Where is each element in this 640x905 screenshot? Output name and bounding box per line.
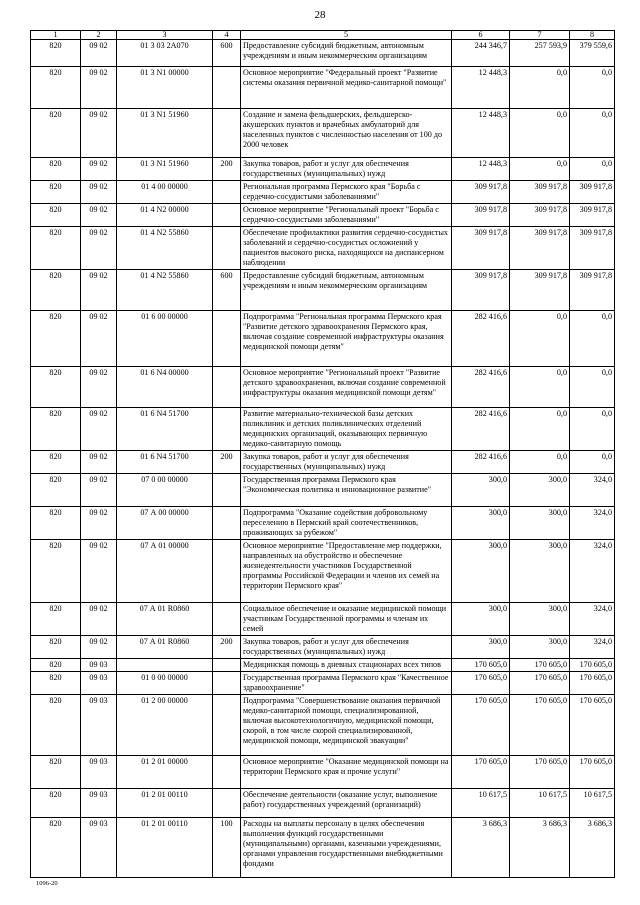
description-cell: Социальное обеспечение и оказание медицинской помощи участникам Государственной программы и членам их семей [241, 603, 452, 636]
table-row [31, 756, 615, 789]
amount-2022-cell: 309 917,8 [510, 270, 570, 311]
expense-type-cell: 200 [213, 158, 241, 181]
amount-2022-cell: 10 617,5 [510, 789, 570, 818]
amount-2022-cell: 300,0 [510, 636, 570, 659]
table-row [31, 40, 615, 67]
amount-2021-cell: 170 605,0 [452, 659, 510, 672]
expense-type-cell [213, 603, 241, 636]
description-cell: Развитие материально-технической базы детских поликлиник и детских поликлинических отделений медицинских организаций, оказывающих первичную медико-санитарную помощь [241, 408, 452, 451]
table-row [31, 158, 615, 181]
description-cell: Создание и замена фельдшерских, фельдшерско-акушерских пунктов и врачебных амбулаторий для населенных пунктов с численностью населения от 100 до 2000 человек [241, 109, 452, 158]
target-article-cell: 01 6 N4 00000 [117, 367, 213, 408]
column-header: 2 [81, 31, 117, 40]
amount-2021-cell: 282 416,6 [452, 451, 510, 474]
admin-code-cell: 820 [31, 540, 81, 603]
amount-2023-cell: 0,0 [570, 408, 615, 451]
section-code-cell: 09 03 [81, 659, 117, 672]
expense-type-cell [213, 695, 241, 756]
description-cell: Расходы на выплаты персоналу в целях обеспечения выполнения функций государственными (муниципальными) органами, казенными учреждениями, органами управления государственными внебюджетными фондами [241, 818, 452, 878]
section-code-cell: 09 02 [81, 158, 117, 181]
description-cell: Предоставление субсидий бюджетным, автономным учреждениям и иным некоммерческим организациям [241, 40, 452, 67]
target-article-cell: 01 4 N2 55860 [117, 227, 213, 270]
amount-2023-cell: 0,0 [570, 67, 615, 109]
description-cell: Обеспечение деятельности (оказание услуг, выполнение работ) государственных учреждений (организаций) [241, 789, 452, 818]
column-header: 1 [31, 31, 81, 40]
amount-2022-cell: 0,0 [510, 67, 570, 109]
section-code-cell: 09 02 [81, 451, 117, 474]
amount-2023-cell: 0,0 [570, 451, 615, 474]
section-code-cell: 09 03 [81, 695, 117, 756]
expense-type-cell [213, 507, 241, 540]
amount-2023-cell: 324,0 [570, 603, 615, 636]
amount-2023-cell: 170 605,0 [570, 756, 615, 789]
amount-2021-cell: 12 448,3 [452, 158, 510, 181]
section-code-cell: 09 02 [81, 204, 117, 227]
expense-type-cell [213, 474, 241, 507]
table-row [31, 474, 615, 507]
expense-type-cell [213, 109, 241, 158]
amount-2022-cell: 309 917,8 [510, 227, 570, 270]
expense-type-cell [213, 672, 241, 695]
amount-2022-cell: 0,0 [510, 109, 570, 158]
target-article-cell: 01 3 N1 51960 [117, 158, 213, 181]
admin-code-cell: 820 [31, 204, 81, 227]
admin-code-cell: 820 [31, 756, 81, 789]
table-row [31, 311, 615, 367]
description-cell: Основное мероприятие "Федеральный проект "Развитие системы оказания первичной медико-санитарной помощи" [241, 67, 452, 109]
expense-type-cell [213, 227, 241, 270]
amount-2023-cell: 170 605,0 [570, 672, 615, 695]
expense-type-cell [213, 789, 241, 818]
section-code-cell: 09 03 [81, 789, 117, 818]
expense-type-cell: 200 [213, 451, 241, 474]
target-article-cell: 01 2 00 00000 [117, 695, 213, 756]
admin-code-cell: 820 [31, 270, 81, 311]
expense-type-cell: 600 [213, 270, 241, 311]
amount-2021-cell: 300,0 [452, 474, 510, 507]
target-article-cell: 01 4 N2 55860 [117, 270, 213, 311]
amount-2022-cell: 0,0 [510, 367, 570, 408]
description-cell: Подпрограмма "Оказание содействия добровольному переселению в Пермский край соотечественников, проживающих за рубежом" [241, 507, 452, 540]
description-cell: Закупка товаров, работ и услуг для обеспечения государственных (муниципальных) нужд [241, 636, 452, 659]
amount-2022-cell: 300,0 [510, 507, 570, 540]
description-cell: Предоставление субсидий бюджетным, автономным учреждениям и иным некоммерческим организациям [241, 270, 452, 311]
amount-2023-cell: 0,0 [570, 367, 615, 408]
description-cell: Закупка товаров, работ и услуг для обеспечения государственных (муниципальных) нужд [241, 158, 452, 181]
amount-2021-cell: 12 448,3 [452, 67, 510, 109]
amount-2023-cell: 0,0 [570, 158, 615, 181]
amount-2021-cell: 309 917,8 [452, 181, 510, 204]
amount-2022-cell: 170 605,0 [510, 659, 570, 672]
admin-code-cell: 820 [31, 451, 81, 474]
target-article-cell: 07 А 01 R0860 [117, 636, 213, 659]
description-cell: Государственная программа Пермского края "Экономическая политика и инновационное развитие" [241, 474, 452, 507]
admin-code-cell: 820 [31, 789, 81, 818]
admin-code-cell: 820 [31, 181, 81, 204]
amount-2023-cell: 324,0 [570, 507, 615, 540]
amount-2022-cell: 309 917,8 [510, 204, 570, 227]
amount-2021-cell: 170 605,0 [452, 695, 510, 756]
amount-2021-cell: 12 448,3 [452, 109, 510, 158]
amount-2022-cell: 300,0 [510, 603, 570, 636]
amount-2023-cell: 309 917,8 [570, 204, 615, 227]
table-row [31, 789, 615, 818]
section-code-cell: 09 02 [81, 636, 117, 659]
admin-code-cell: 820 [31, 659, 81, 672]
amount-2021-cell: 170 605,0 [452, 672, 510, 695]
description-cell: Подпрограмма "Совершенствование оказания первичной медико-санитарной помощи, специализированной, включая высокотехнологичную, медицинской помощи, скорой, в том числе скорой специализированной, медицинской помощи, медицинской эвакуации" [241, 695, 452, 756]
description-cell: Закупка товаров, работ и услуг для обеспечения государственных (муниципальных) нужд [241, 451, 452, 474]
table-row [31, 227, 615, 270]
amount-2021-cell: 309 917,8 [452, 227, 510, 270]
section-code-cell: 09 03 [81, 818, 117, 878]
section-code-cell: 09 02 [81, 67, 117, 109]
table-row [31, 109, 615, 158]
amount-2022-cell: 0,0 [510, 311, 570, 367]
amount-2023-cell: 309 917,8 [570, 181, 615, 204]
section-code-cell: 09 02 [81, 540, 117, 603]
column-header: 3 [117, 31, 213, 40]
admin-code-cell: 820 [31, 311, 81, 367]
amount-2023-cell: 0,0 [570, 109, 615, 158]
amount-2023-cell: 3 686,3 [570, 818, 615, 878]
description-cell: Подпрограмма "Региональная программа Пермского края "Развитие детского здравоохранения Пермского края, включая создание современной инфраструктуры оказания медицинской помощи детям" [241, 311, 452, 367]
admin-code-cell: 820 [31, 672, 81, 695]
description-cell: Основное мероприятие "Предоставление мер поддержки, направленных на обустройство и обеспечение жизнедеятельности участников Государственной программы Российской Федерации и членов их семей на территории Пермского края" [241, 540, 452, 603]
description-cell: Региональная программа Пермского края "Борьба с сердечно-сосудистыми заболеваниями" [241, 181, 452, 204]
amount-2022-cell: 0,0 [510, 408, 570, 451]
expense-type-cell: 600 [213, 40, 241, 67]
admin-code-cell: 820 [31, 474, 81, 507]
target-article-cell: 07 А 01 00000 [117, 540, 213, 603]
amount-2023-cell: 309 917,8 [570, 227, 615, 270]
amount-2022-cell: 257 593,9 [510, 40, 570, 67]
target-article-cell: 01 6 N4 51700 [117, 408, 213, 451]
admin-code-cell: 820 [31, 695, 81, 756]
section-code-cell: 09 02 [81, 270, 117, 311]
admin-code-cell: 820 [31, 67, 81, 109]
expense-type-cell [213, 408, 241, 451]
amount-2021-cell: 244 346,7 [452, 40, 510, 67]
section-code-cell: 09 02 [81, 109, 117, 158]
amount-2021-cell: 282 416,6 [452, 408, 510, 451]
section-code-cell: 09 02 [81, 507, 117, 540]
description-cell: Основное мероприятие "Оказание медицинской помощи на территории Пермского края и прочие услуги" [241, 756, 452, 789]
table-row [31, 367, 615, 408]
expense-type-cell [213, 67, 241, 109]
target-article-cell: 01 6 00 00000 [117, 311, 213, 367]
amount-2023-cell: 324,0 [570, 636, 615, 659]
target-article-cell [117, 659, 213, 672]
admin-code-cell: 820 [31, 818, 81, 878]
amount-2022-cell: 170 605,0 [510, 756, 570, 789]
target-article-cell: 01 2 01 00110 [117, 789, 213, 818]
expense-type-cell [213, 181, 241, 204]
target-article-cell: 01 4 00 00000 [117, 181, 213, 204]
table-row [31, 636, 615, 659]
section-code-cell: 09 03 [81, 756, 117, 789]
admin-code-cell: 820 [31, 109, 81, 158]
expense-type-cell [213, 367, 241, 408]
amount-2021-cell: 282 416,6 [452, 367, 510, 408]
budget-table [30, 30, 615, 878]
section-code-cell: 09 02 [81, 603, 117, 636]
description-cell: Основное мероприятие "Региональный проект "Развитие детского здравоохранения, включая создание современной инфраструктуры оказания медицинской помощи детям" [241, 367, 452, 408]
table-row [31, 451, 615, 474]
admin-code-cell: 820 [31, 367, 81, 408]
target-article-cell: 01 6 N4 51700 [117, 451, 213, 474]
amount-2021-cell: 170 605,0 [452, 756, 510, 789]
description-cell: Медицинская помощь в дневных стационарах всех типов [241, 659, 452, 672]
table-row [31, 408, 615, 451]
amount-2022-cell: 309 917,8 [510, 181, 570, 204]
target-article-cell: 01 3 N1 00000 [117, 67, 213, 109]
column-header: 6 [452, 31, 510, 40]
amount-2021-cell: 300,0 [452, 603, 510, 636]
table-row [31, 540, 615, 603]
amount-2022-cell: 300,0 [510, 540, 570, 603]
description-cell: Основное мероприятие "Региональный проект "Борьба с сердечно-сосудистыми заболеваниями" [241, 204, 452, 227]
amount-2022-cell: 0,0 [510, 158, 570, 181]
column-header: 4 [213, 31, 241, 40]
target-article-cell: 07 А 00 00000 [117, 507, 213, 540]
section-code-cell: 09 02 [81, 474, 117, 507]
expense-type-cell [213, 659, 241, 672]
amount-2022-cell: 170 605,0 [510, 695, 570, 756]
expense-type-cell [213, 540, 241, 603]
column-header: 5 [241, 31, 452, 40]
table-row [31, 67, 615, 109]
admin-code-cell: 820 [31, 227, 81, 270]
column-header: 8 [570, 31, 615, 40]
table-row [31, 204, 615, 227]
target-article-cell: 01 2 01 00110 [117, 818, 213, 878]
table-row [31, 507, 615, 540]
target-article-cell: 07 0 00 00000 [117, 474, 213, 507]
table-row [31, 603, 615, 636]
page-number: 28 [314, 9, 326, 21]
amount-2023-cell: 324,0 [570, 540, 615, 603]
amount-2021-cell: 300,0 [452, 540, 510, 603]
amount-2023-cell: 324,0 [570, 474, 615, 507]
amount-2021-cell: 309 917,8 [452, 204, 510, 227]
table-row [31, 695, 615, 756]
admin-code-cell: 820 [31, 408, 81, 451]
description-cell: Государственная программа Пермского края "Качественное здравоохранение" [241, 672, 452, 695]
target-article-cell: 01 0 00 00000 [117, 672, 213, 695]
amount-2023-cell: 170 605,0 [570, 659, 615, 672]
expense-type-cell [213, 756, 241, 789]
section-code-cell: 09 02 [81, 408, 117, 451]
amount-2022-cell: 170 605,0 [510, 672, 570, 695]
table-header-row [31, 31, 615, 40]
amount-2021-cell: 3 686,3 [452, 818, 510, 878]
expense-type-cell: 100 [213, 818, 241, 878]
amount-2023-cell: 10 617,5 [570, 789, 615, 818]
section-code-cell: 09 02 [81, 311, 117, 367]
amount-2021-cell: 282 416,6 [452, 311, 510, 367]
target-article-cell: 01 3 N1 51960 [117, 109, 213, 158]
table-row [31, 181, 615, 204]
amount-2021-cell: 300,0 [452, 636, 510, 659]
description-cell: Обеспечение профилактики развития сердечно-сосудистых заболеваний и сердечно-сосудистых осложнений у пациентов высокого риска, находящихся на диспансерном наблюдении [241, 227, 452, 270]
table-row [31, 659, 615, 672]
amount-2021-cell: 300,0 [452, 507, 510, 540]
footer-code: 1096-20 [36, 880, 58, 887]
target-article-cell: 07 А 01 R0860 [117, 603, 213, 636]
section-code-cell: 09 03 [81, 672, 117, 695]
target-article-cell: 01 4 N2 00000 [117, 204, 213, 227]
expense-type-cell [213, 204, 241, 227]
section-code-cell: 09 02 [81, 227, 117, 270]
table-row [31, 672, 615, 695]
expense-type-cell: 200 [213, 636, 241, 659]
amount-2023-cell: 0,0 [570, 311, 615, 367]
admin-code-cell: 820 [31, 636, 81, 659]
admin-code-cell: 820 [31, 40, 81, 67]
admin-code-cell: 820 [31, 158, 81, 181]
section-code-cell: 09 02 [81, 181, 117, 204]
amount-2021-cell: 10 617,5 [452, 789, 510, 818]
amount-2022-cell: 0,0 [510, 451, 570, 474]
table-row [31, 270, 615, 311]
admin-code-cell: 820 [31, 507, 81, 540]
amount-2023-cell: 379 559,6 [570, 40, 615, 67]
amount-2023-cell: 309 917,8 [570, 270, 615, 311]
section-code-cell: 09 02 [81, 40, 117, 67]
amount-2021-cell: 309 917,8 [452, 270, 510, 311]
amount-2022-cell: 3 686,3 [510, 818, 570, 878]
section-code-cell: 09 02 [81, 367, 117, 408]
amount-2022-cell: 300,0 [510, 474, 570, 507]
expense-type-cell [213, 311, 241, 367]
target-article-cell: 01 2 01 00000 [117, 756, 213, 789]
target-article-cell: 01 3 03 2А070 [117, 40, 213, 67]
admin-code-cell: 820 [31, 603, 81, 636]
amount-2023-cell: 170 605,0 [570, 695, 615, 756]
table-row [31, 818, 615, 878]
column-header: 7 [510, 31, 570, 40]
